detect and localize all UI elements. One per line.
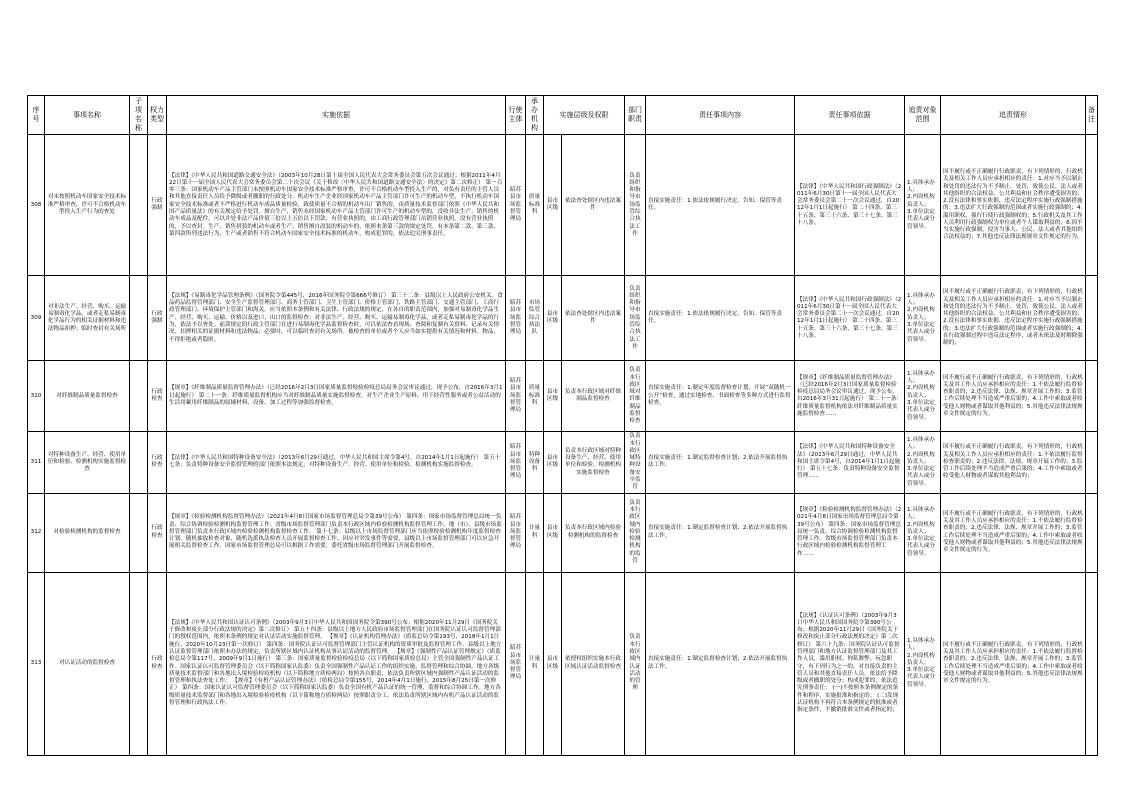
cell-dept: 负责本行政区域对纤维制品监督检查 bbox=[625, 361, 646, 432]
cell-org: 质量标准科 bbox=[526, 361, 544, 432]
header-subject: 行使主体 bbox=[506, 96, 526, 135]
target-item: 1.具体承办人； bbox=[907, 507, 935, 521]
cell-resp-basis: 【规章】《检验检测机构监督管理办法》（2021年4月8日国家市场监督管理总局令第39号公布） 第四条：国家市场监督管理总局统一负责、综合协调检验检测机构监督管理工作。省级市场监督管理部门负责本行政区域内检验检测机构监督管理工作…… bbox=[795, 493, 905, 572]
cell-dept: 负责组织和指导市场监管综合执法工作 bbox=[625, 135, 646, 276]
cell-dept: 负责本行政区域内检验检测机构的监管 bbox=[625, 493, 646, 572]
cell-subject: 昭苏县市场监督管理局 bbox=[506, 493, 526, 572]
cell-situation: 因不履行或不正确履行行政职责，有下列情形的，行政机关及其工作人员应承担相应的责任：1.不依法履行监督检查职责的；2.违反法律、法规、规章开展工作的；3.监管工作后续处理不当造成严重后果的；4.工作中索取或者收受他人财物或者谋取其他利益的；5.其他违反法律法规规章文件规定的行为。 bbox=[941, 572, 1086, 755]
cell-sub bbox=[130, 432, 148, 493]
cell-name: 对非法生产、经营、购买、运输易制毒化学品，或者走私易制毒化学品行为的相关证据材料和违法物品扣押；临时查封有关场所 bbox=[45, 276, 130, 361]
target-item: 2.内设机构负责人； bbox=[907, 451, 935, 465]
cell-level-b: 依授权组织实施本行政区域认证活动监督检查 bbox=[562, 572, 625, 755]
cell-target bbox=[905, 135, 941, 276]
target-item: 2.内设机构负责人； bbox=[907, 385, 935, 399]
cell-org: 特种设备科 bbox=[526, 432, 544, 493]
header-sub: 子项名称 bbox=[130, 96, 148, 135]
cell-situation: 因不履行或不正确履行行政职责，有下列情形的，行政机关及相关工作人员应承担相应的责任：1.不依法履行监督检查职责的；2.违反法律、法规、规章开展工作的；3.监管工作后续处理不当造成严重后果的；4.工作中索取或者收受他人财物或者谋取其他利益的； bbox=[941, 432, 1086, 493]
cell-dept: 负责组织和指导市场监管综合执法工作 bbox=[625, 276, 646, 361]
target-item: 2.内设机构负责人； bbox=[907, 521, 935, 535]
cell-level-b: 依法查处辖区内违法案件 bbox=[562, 276, 625, 361]
cell-level-a: 县市区级 bbox=[544, 493, 562, 572]
target-item: 2.内设机构负责人； bbox=[907, 194, 935, 208]
power-list-table bbox=[27, 95, 1098, 756]
cell-subject: 昭苏县市场监督管理局 bbox=[506, 135, 526, 276]
cell-name: 对特种设备生产、经营、使用单位和检验、检测机构实施监督检查 bbox=[45, 432, 130, 493]
cell-type: 行政检查 bbox=[148, 572, 167, 755]
cell-basis: 【法规】《中华人民共和国认证认可条例》（2003年9月3日中华人民共和国国务院令第390号公布；根据2020年11月29日《国务院关于修改和废止部分行政法规的决定》第二次修订） 第五十四条：县级以上地方人民政府市场监督管理部门在国务院认证认可监督管理部门的授权范围内，依照本条例的规定对认证活动实施监督管理。 【规章】《认证机构管理办法》（质监总局令第193号，2018年1月1日施行，2020年10月23日第一次修订） 第四条：国务院认证认可监督管理部门主管认证机构的资质审批及监督管理工作。县级以上地方认证监督管理部门依照本办法的规定，负责所辖区域内认证机构从事认证活动的监督管理。 【规章】《强制性产品认证管理规定》（质监检总局令第117号，2009年9月1日施行） 第三条：国家质量监督检验检疫总局（以下简称国家质检总局）主管全国强制性产品认证工作。国家认证认可监督管理委员会（以下简称国家认监委）负责全国强制性产品认证工作的组织实施、监督管理和综合协调。地方各级质量技术监督部门和各地出入境检验检疫机构（以下简称地方质检两局）按照各自职责，依法负责所辖区域内强制性产品认证活动的监督管理和执法查处工作。 【规章】《有机产品认证管理办法》（质检总局令第155号，2014年4月1日施行，2015年8月25日第一次修正） 第四条：国家认证认可监督管理委员会（以下简称国家认监委）负责全国有机产品认证的统一管理、监督和综合协调工作。地方各级质量技术监督部门和各地出入境检验检疫机构（以下简称地方质检两局）按照职责分工，依法负责所辖区域内有机产品认证活动的监督管理和行政执法工作。 bbox=[167, 572, 506, 755]
cell-note bbox=[1086, 493, 1098, 572]
cell-resp-basis: 【法律】《中华人民共和国行政强制法》（2011年6月30日第十一届全国人民代表大会常务委员会第二十一次会议通过，自2012年1月1日起施行） 第二十四条、第三十五条、第三十六条、第三十七条、第三十八条。 bbox=[795, 135, 905, 276]
cell-level-b: 负责本行政区域对纤维制品监督检查 bbox=[562, 361, 625, 432]
cell-level-b: 负责本行政区域内检验检测机构的监督检查 bbox=[562, 493, 625, 572]
cell-subject: 昭苏县市场监督管理局 bbox=[506, 432, 526, 493]
cell-org: 市场监管综合执法队 bbox=[526, 276, 544, 361]
cell-seq: 309 bbox=[28, 276, 45, 361]
table-row bbox=[28, 361, 1098, 432]
cell-resp-basis: 【法律】《中华人民共和国行政强制法》（2011年6月30日第十一届全国人民代表大会常务委员会第二十一次会议通过，自2012年1月1日起施行） 第二十四条、第三十五条、第三十六条、第三十七条、第三十八条。 bbox=[795, 276, 905, 361]
cell-basis: 【法规】《易制毒化学品管理条例》（国务院令第445号，2016年国务院令第666号修订） 第三十二条：县级以上人民政府公安机关、食品药品监督管理部门、安全生产监督管理部门、商务主管部门、卫生主管部门、价格主管部门、铁路主管部门、交通主管部门、工商行政管理部门、环境保护主管部门和海关，应当依照本条例和有关法律、行政法规的规定，在各自的职责范围内，加强对易制毒化学品生产、经营、购买、运输、价格以及进口、出口的监督检查；对非法生产、经营、购买、运输易制毒化学品，或者走私易制毒化学品的行为，依法予以查处。前款规定的行政主管部门在进行易制毒化学品监督检查时，可以依法查看现场、查阅和复制有关资料、记录有关情况、扣押相关的证据材料和违法物品；必要时，可以临时查封有关场所。被检查的单位或者个人应当如实提供有关情况和材料、物品，不得拒绝或者隐匿。 bbox=[167, 276, 506, 361]
cell-situation: 因不履行或不正确履行行政职责，有下列情形的，行政机关及其工作人员应承担相应的责任：1.不依法履行监督检查职责的；2.违反法律、法规、规章开展工作的；3.监管工作后续处理不当造成严重后果的；4.工作中索取或者收受他人财物或者谋取其他利益的；5.其他违反法律法规规章文件规定的行为。 bbox=[941, 361, 1086, 432]
cell-name: 对检验检测机构的监督检查 bbox=[45, 493, 130, 572]
cell-sub bbox=[130, 276, 148, 361]
table-row bbox=[28, 432, 1098, 493]
target-item: 1.具体承办人； bbox=[907, 437, 935, 451]
target-item: 1.具体承办人； bbox=[907, 292, 935, 307]
cell-target bbox=[905, 361, 941, 432]
cell-dept: 负责本行政区域特种设备安全监管 bbox=[625, 432, 646, 493]
cell-sub bbox=[130, 572, 148, 755]
cell-seq: 313 bbox=[28, 572, 45, 755]
cell-org: 质量标准科 bbox=[526, 135, 544, 276]
cell-level-b: 依法查处辖区内违法案件 bbox=[562, 135, 625, 276]
cell-seq: 310 bbox=[28, 361, 45, 432]
cell-name: 对未按照机动车国家安全技术标准严格审查，许可不合格机动车型投入生产行为的查处 bbox=[45, 135, 130, 276]
cell-resp-basis: 【规章】《纤维制品质量监督管理办法》（已经2016年2月3日国家质量监督检验检疫总局局务会议审议通过，现予公布，自2016年3月31日起施行） 第二十一条：纤维质量监督机构依法对纤维制品质量实施监督检查…… bbox=[795, 361, 905, 432]
cell-basis: 【规章】《检验检测机构监督管理办法》（2021年4月8日国家市场监督管理总局令第39号公布） 第四条：国家市场监督管理总局统一负责、综合协调检验检测机构监督管理工作。省级市场监督管理部门负责本行政区域内检验检测机构监督管理工作。地（市）、县级市场监督管理部门负责本行政区域内检验检测机构监督检查工作。 第十七条：县级以上市场监督管理部门应当依照检验检测机构年度监督检查计划，随机抽取检查对象、随机选派执法检查人员开展监督检查工作。因应对突发事件等需要，县级以上市场监督管理部门可以应急开展相关监督检查工作。国家市场监督管理总局可以根据工作需要，委托省级市场监督管理部门开展监督检查。 bbox=[167, 493, 506, 572]
target-item: 2.内设机构负责人； bbox=[907, 652, 935, 666]
header-basis: 实施依据 bbox=[167, 96, 506, 135]
cell-note bbox=[1086, 572, 1098, 755]
cell-type: 行政强制 bbox=[148, 276, 167, 361]
header-target: 追责对象范围 bbox=[905, 96, 941, 135]
header-type: 权力类型 bbox=[148, 96, 167, 135]
cell-level-a: 县市区级 bbox=[544, 432, 562, 493]
header-note: 备注 bbox=[1086, 96, 1098, 135]
cell-seq: 308 bbox=[28, 135, 45, 276]
cell-resp: 直接实施责任：1.制定监督检查计划；2.依法开展监督执法工作。 bbox=[646, 493, 795, 572]
cell-note bbox=[1086, 432, 1098, 493]
cell-dept: 负责本行政区域内认证活动的管理 bbox=[625, 572, 646, 755]
header-dept: 部门职责 bbox=[625, 96, 646, 135]
header-org: 承办机构 bbox=[526, 96, 544, 135]
target-item: 1.具体承办人； bbox=[907, 370, 935, 385]
target-item: 3.单位法定代表人或分管领导。 bbox=[907, 466, 935, 487]
cell-situation: 因不履行或不正确履行行政职责，有下列情形的，行政机关及其工作人员应承担相应的责任：1.不依法履行监督检查职责的；2.违反法律、法规、规章开展工作的；3.监管工作后续处理不当造成严重后果的；4.工作中索取或者收受他人财物或者谋取其他利益的；5.其他违反法律法规规章文件规定的行为。 bbox=[941, 493, 1086, 572]
cell-level-a: 县市区级 bbox=[544, 276, 562, 361]
cell-resp-basis: 【法律】《中华人民共和国特种设备安全法》（2013年6月29日通过，中华人民共和国主席令第4号，自2014年1月1日起施行） 第五十七条：负责特种设备安全监督管理…… bbox=[795, 432, 905, 493]
target-item: 3.单位法定代表人或分管领导。 bbox=[907, 400, 935, 421]
cell-level-a: 县市区级 bbox=[544, 361, 562, 432]
cell-subject: 昭苏县市场监督管理局 bbox=[506, 361, 526, 432]
header-resp: 责任事项内容 bbox=[646, 96, 795, 135]
cell-note bbox=[1086, 361, 1098, 432]
cell-resp: 直接实施责任：1.制定监督检查计划；2.依法开展监督执法工作。 bbox=[646, 432, 795, 493]
cell-resp-basis: 【法规】《认证认可条例》（2003年9月3日中华人民共和国国务院令第390号公布；根据2020年11月29日《国务院关于修改和废止部分行政法规的决定》第二次修订） 第六十九条：国务院认证认可监督管理部门和地方认证监督管理部门及其工作人员，滥用职权、徇私舞弊、玩忽职守，有下列行为之一的，对直接负责的主管人员和其他直接责任人员，依法给予降级或者撤职的处分；构成犯罪的，依法追究刑事责任： (一)不按照本条例规定的条件和程序，实施批准和指定的； (二)发现认证机构不再符合本条例规定的批准或者指定条件，不撤销批准文件或者指定的； bbox=[795, 572, 905, 755]
cell-org: 计量科 bbox=[526, 493, 544, 572]
target-item: 3.单位法定代表人或分管领导。 bbox=[907, 209, 935, 230]
cell-basis: 【法律】《中华人民共和国道路交通安全法》（2003年10月28日第十届全国人民代表大会常务委员会第五次会议通过；根据2011年4月22日第十一届全国人民代表大会常务委员会第二十次会议《关于修改〈中华人民共和国道路交通安全法〉的决定》第二次修正） 第一百零三条：国家机动车产品主管部门未按照机动车国家安全技术标准严格审查，许可不合格机动车型投入生产的，对负有责任的主管人员和其他直接责任人员给予降级或者撤职的行政处分。机动车生产企业经国家机动车产品主管部门许可生产的机动车型，不执行机动车国家安全技术标准或者不严格进行机动车成品质量检验，致使质量不合格的机动车出厂销售的，由质量技术监督部门依照《中华人民共和国产品质量法》的有关规定给予处罚。擅自生产、销售未经国家机动车产品主管部门许可生产的机动车型的，没收非法生产、销售的机动车成品及配件，可以并处非法产品价值三倍以上五倍以下罚款；有营业执照的，由工商行政管理部门吊销营业执照，没有营业执照的，予以查封。生产、销售拼装的机动车或者生产、销售擅自改装的机动车的，依照本条第三款的规定处罚。有本条第二款、第三款、第四款所列违法行为，生产或者销售不符合机动车国家安全技术标准的机动车，构成犯罪的，依法追究刑事责任。 bbox=[167, 135, 506, 276]
target-item: 2.内设机构负责人； bbox=[907, 307, 935, 321]
cell-note bbox=[1086, 135, 1098, 276]
cell-org: 计量科 bbox=[526, 572, 544, 755]
cell-resp: 直接实施责任：1.依法依规履行决定、告知、保管等责任。 bbox=[646, 276, 795, 361]
target-item: 3.单位法定代表人或分管领导。 bbox=[907, 667, 935, 688]
cell-subject: 昭苏县市场监督管理局 bbox=[506, 276, 526, 361]
cell-seq: 312 bbox=[28, 493, 45, 572]
target-item: 3.单位法定代表人或分管领导。 bbox=[907, 322, 935, 343]
cell-target bbox=[905, 493, 941, 572]
cell-type: 行政检查 bbox=[148, 493, 167, 572]
target-item: 1.具体承办人； bbox=[907, 179, 935, 194]
cell-basis: 【规章】《纤维制品质量监督管理办法》（已经2016年2月3日国家质量监督检验检疫总局局务会议审议通过，现予公布，自2016年3月1日起施行） 第二十一条：纤维质量监督机构应当对纤维制品质量实施监督检查，对生产企业生产原料、用于经营性服务或者公益活动的生活用絮用纤维制品的原辅材料、设备、加工过程等加强监督检查。 bbox=[167, 361, 506, 432]
table-row bbox=[28, 276, 1098, 361]
cell-name: 对认证活动的监督检查 bbox=[45, 572, 130, 755]
cell-situation: 因不履行或不正确履行行政职责，有下列情形的，行政机关及相关工作人员应承担相应的责任：1.对应当予以制止和处罚的违法行为不予制止、处罚，致使公民、法人或者其他组织的合法权益、公共利益和社会秩序遭受损害的；2.没有法律和事实依据、违反法定程序实施行政强制措施的；3.违法扩大行政强制的范围或者实施行政强制的；4.滥用职权、强行行使行政强制权的；5.行政机关及其工作人员利用行政强制权为单位或者个人谋取利益的；6.因不当实施行政强制，侵害当事人、公民、法人或者其他组织合法权益的；7.其他违反法律法规规章文件规定的行为。 bbox=[941, 135, 1086, 276]
cell-resp: 直接实施责任：1.制定年度监督检查计划，开展“双随机一公开”检查，通过实地检查、书面检查等多种方式进行监督检查。 bbox=[646, 361, 795, 432]
table-header-row bbox=[28, 96, 1098, 135]
cell-type: 行政强制 bbox=[148, 135, 167, 276]
cell-basis: 【法律】《中华人民共和国特种设备安全法》（2013年6月29日通过，中华人民共和国主席令第4号，自2014年1月1日起施行） 第五十七条：负责特种设备安全监督管理的部门依照本法规定，对特种设备生产、经营、使用单位和检验、检测机构实施监督检查。 bbox=[167, 432, 506, 493]
cell-seq: 311 bbox=[28, 432, 45, 493]
cell-resp: 直接实施责任：1.依法依规履行决定、告知、保管等责任。 bbox=[646, 135, 795, 276]
header-seq: 序号 bbox=[28, 96, 45, 135]
cell-type: 行政检查 bbox=[148, 432, 167, 493]
header-name: 事项名称 bbox=[45, 96, 130, 135]
cell-target bbox=[905, 276, 941, 361]
cell-subject: 昭苏县市场监督管理局 bbox=[506, 572, 526, 755]
cell-sub bbox=[130, 135, 148, 276]
cell-situation: 因不履行或不正确履行行政职责，有下列情形的，行政机关及相关工作人员应承担相应的责任：1.对应当予以制止和处罚的违法行为不予制止、处罚，致使公民、法人或者其他组织的合法权益、公共利益和社会秩序遭受损害的；2.没有法律和事实依据、违反法定程序实施行政强制措施的；3.违法扩大行政强制的范围或者实施行政强制的；4.在行政强制过程中违反法定程序，或者未依法及时解除强制的； bbox=[941, 276, 1086, 361]
header-resp-basis: 责任事项依据 bbox=[795, 96, 905, 135]
cell-level-a: 县市区级 bbox=[544, 135, 562, 276]
header-level: 实施层级及权限 bbox=[544, 96, 625, 135]
cell-type: 行政检查 bbox=[148, 361, 167, 432]
target-item: 3.单位法定代表人或分管领导。 bbox=[907, 536, 935, 557]
table-row bbox=[28, 135, 1098, 276]
cell-target bbox=[905, 572, 941, 755]
cell-name: 对纤维制品质量监督检查 bbox=[45, 361, 130, 432]
cell-level-b: 负责本行政区域对特种设备生产、经营、使用单位和检验、检测机构实施监督检查 bbox=[562, 432, 625, 493]
target-item: 1.具体承办人； bbox=[907, 638, 935, 652]
cell-target bbox=[905, 432, 941, 493]
cell-sub bbox=[130, 493, 148, 572]
table-row bbox=[28, 572, 1098, 755]
cell-note bbox=[1086, 276, 1098, 361]
header-situation: 追责情形 bbox=[941, 96, 1086, 135]
cell-level-a: 县市区级 bbox=[544, 572, 562, 755]
table-row bbox=[28, 493, 1098, 572]
cell-sub bbox=[130, 361, 148, 432]
cell-resp: 直接实施责任：1.制定监督检查计划；2.依法开展监督执法工作。 bbox=[646, 572, 795, 755]
